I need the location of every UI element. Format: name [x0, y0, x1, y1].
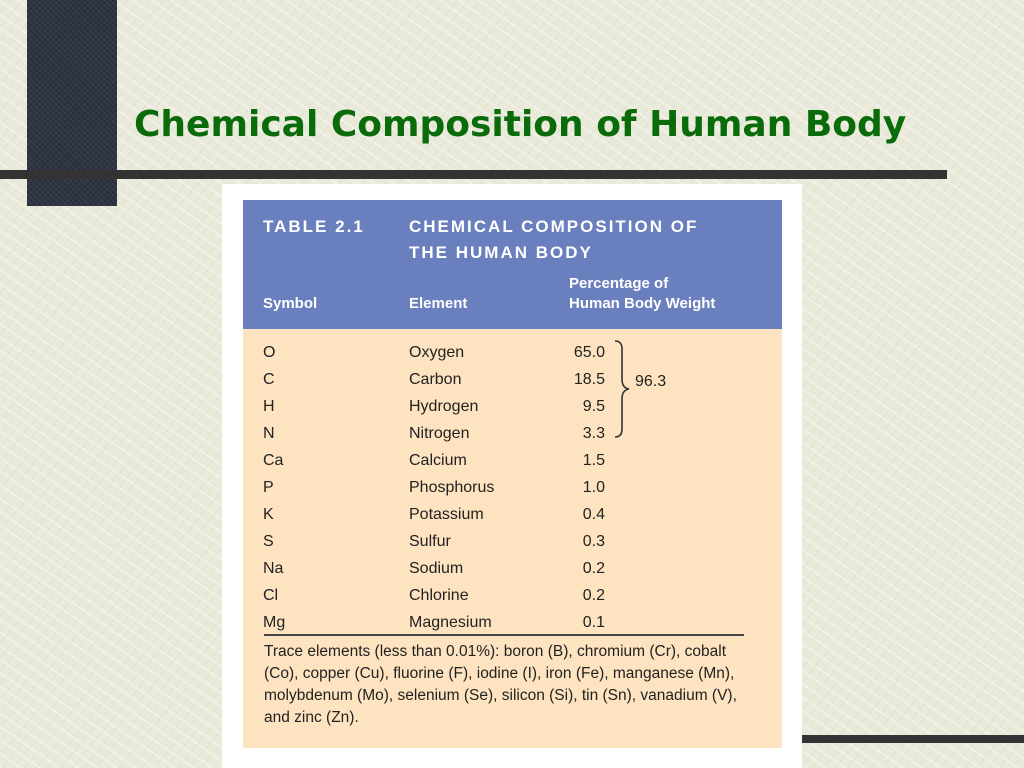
cell-percent: 0.4 [582, 506, 605, 523]
cell-symbol: S [263, 533, 274, 550]
slide-title: Chemical Composition of Human Body [134, 104, 907, 145]
curly-brace-icon [613, 339, 635, 439]
cell-symbol: H [263, 398, 275, 415]
table-title-line2: THE HUMAN BODY [409, 243, 593, 262]
cell-percent: 1.0 [582, 479, 605, 496]
table-row [243, 422, 782, 449]
table-row [243, 395, 782, 422]
brace-total: 96.3 [635, 373, 667, 390]
cell-percent: 65.0 [573, 344, 605, 361]
cell-symbol: K [263, 506, 274, 523]
cell-element: Carbon [409, 371, 462, 388]
cell-element: Potassium [409, 506, 484, 523]
table-row [243, 584, 782, 611]
table-row [243, 503, 782, 530]
table-row [243, 449, 782, 476]
table-row [243, 530, 782, 557]
trace-elements-note: Trace elements (less than 0.01%): boron (B), chromium (Cr), cobalt (Co), copper (Cu), fluorine (F), iodine (I), iron (Fe), manganese (Mn), molybdenum (Mo), selenium (Se), silicon (Si), tin (Sn), vanadium (V), and zinc (Zn). [264, 643, 737, 726]
table-row [243, 368, 782, 395]
cell-symbol: N [263, 425, 275, 442]
table-row [243, 476, 782, 503]
column-header-symbol: Symbol [263, 295, 318, 312]
cell-symbol: Na [263, 560, 284, 577]
cell-element: Magnesium [409, 614, 492, 631]
cell-symbol: C [263, 371, 275, 388]
cell-symbol: Ca [263, 452, 284, 469]
bottom-rule [790, 735, 1024, 743]
cell-element: Sodium [409, 560, 464, 577]
cell-element: Nitrogen [409, 425, 470, 442]
cell-percent: 9.5 [582, 398, 605, 415]
cell-element: Oxygen [409, 344, 465, 361]
cell-percent: 0.1 [582, 614, 605, 631]
cell-percent: 1.5 [582, 452, 605, 469]
cell-percent: 18.5 [573, 371, 605, 388]
cell-element: Phosphorus [409, 479, 495, 496]
table-divider [264, 634, 744, 636]
cell-percent: 0.2 [582, 560, 605, 577]
cell-element: Sulfur [409, 533, 451, 550]
table-row [243, 557, 782, 584]
table-title-line1: CHEMICAL COMPOSITION OF [409, 217, 699, 236]
cell-element: Chlorine [409, 587, 469, 604]
table-header [243, 200, 782, 329]
column-header-percent-line1: Percentage of [569, 275, 669, 292]
cell-percent: 0.3 [582, 533, 605, 550]
cell-symbol: Mg [263, 614, 286, 631]
cell-percent: 3.3 [582, 425, 605, 442]
column-header-element: Element [409, 295, 468, 312]
cell-element: Hydrogen [409, 398, 479, 415]
cell-symbol: P [263, 479, 274, 496]
column-header-percent-line2: Human Body Weight [569, 295, 716, 312]
table-body [243, 329, 782, 748]
table-number: TABLE 2.1 [263, 217, 365, 236]
cell-symbol: Cl [263, 587, 279, 604]
cell-percent: 0.2 [582, 587, 605, 604]
cell-element: Calcium [409, 452, 467, 469]
table-row [243, 341, 782, 368]
table-image [222, 184, 802, 768]
cell-symbol: O [263, 344, 276, 361]
title-rule [0, 170, 947, 179]
